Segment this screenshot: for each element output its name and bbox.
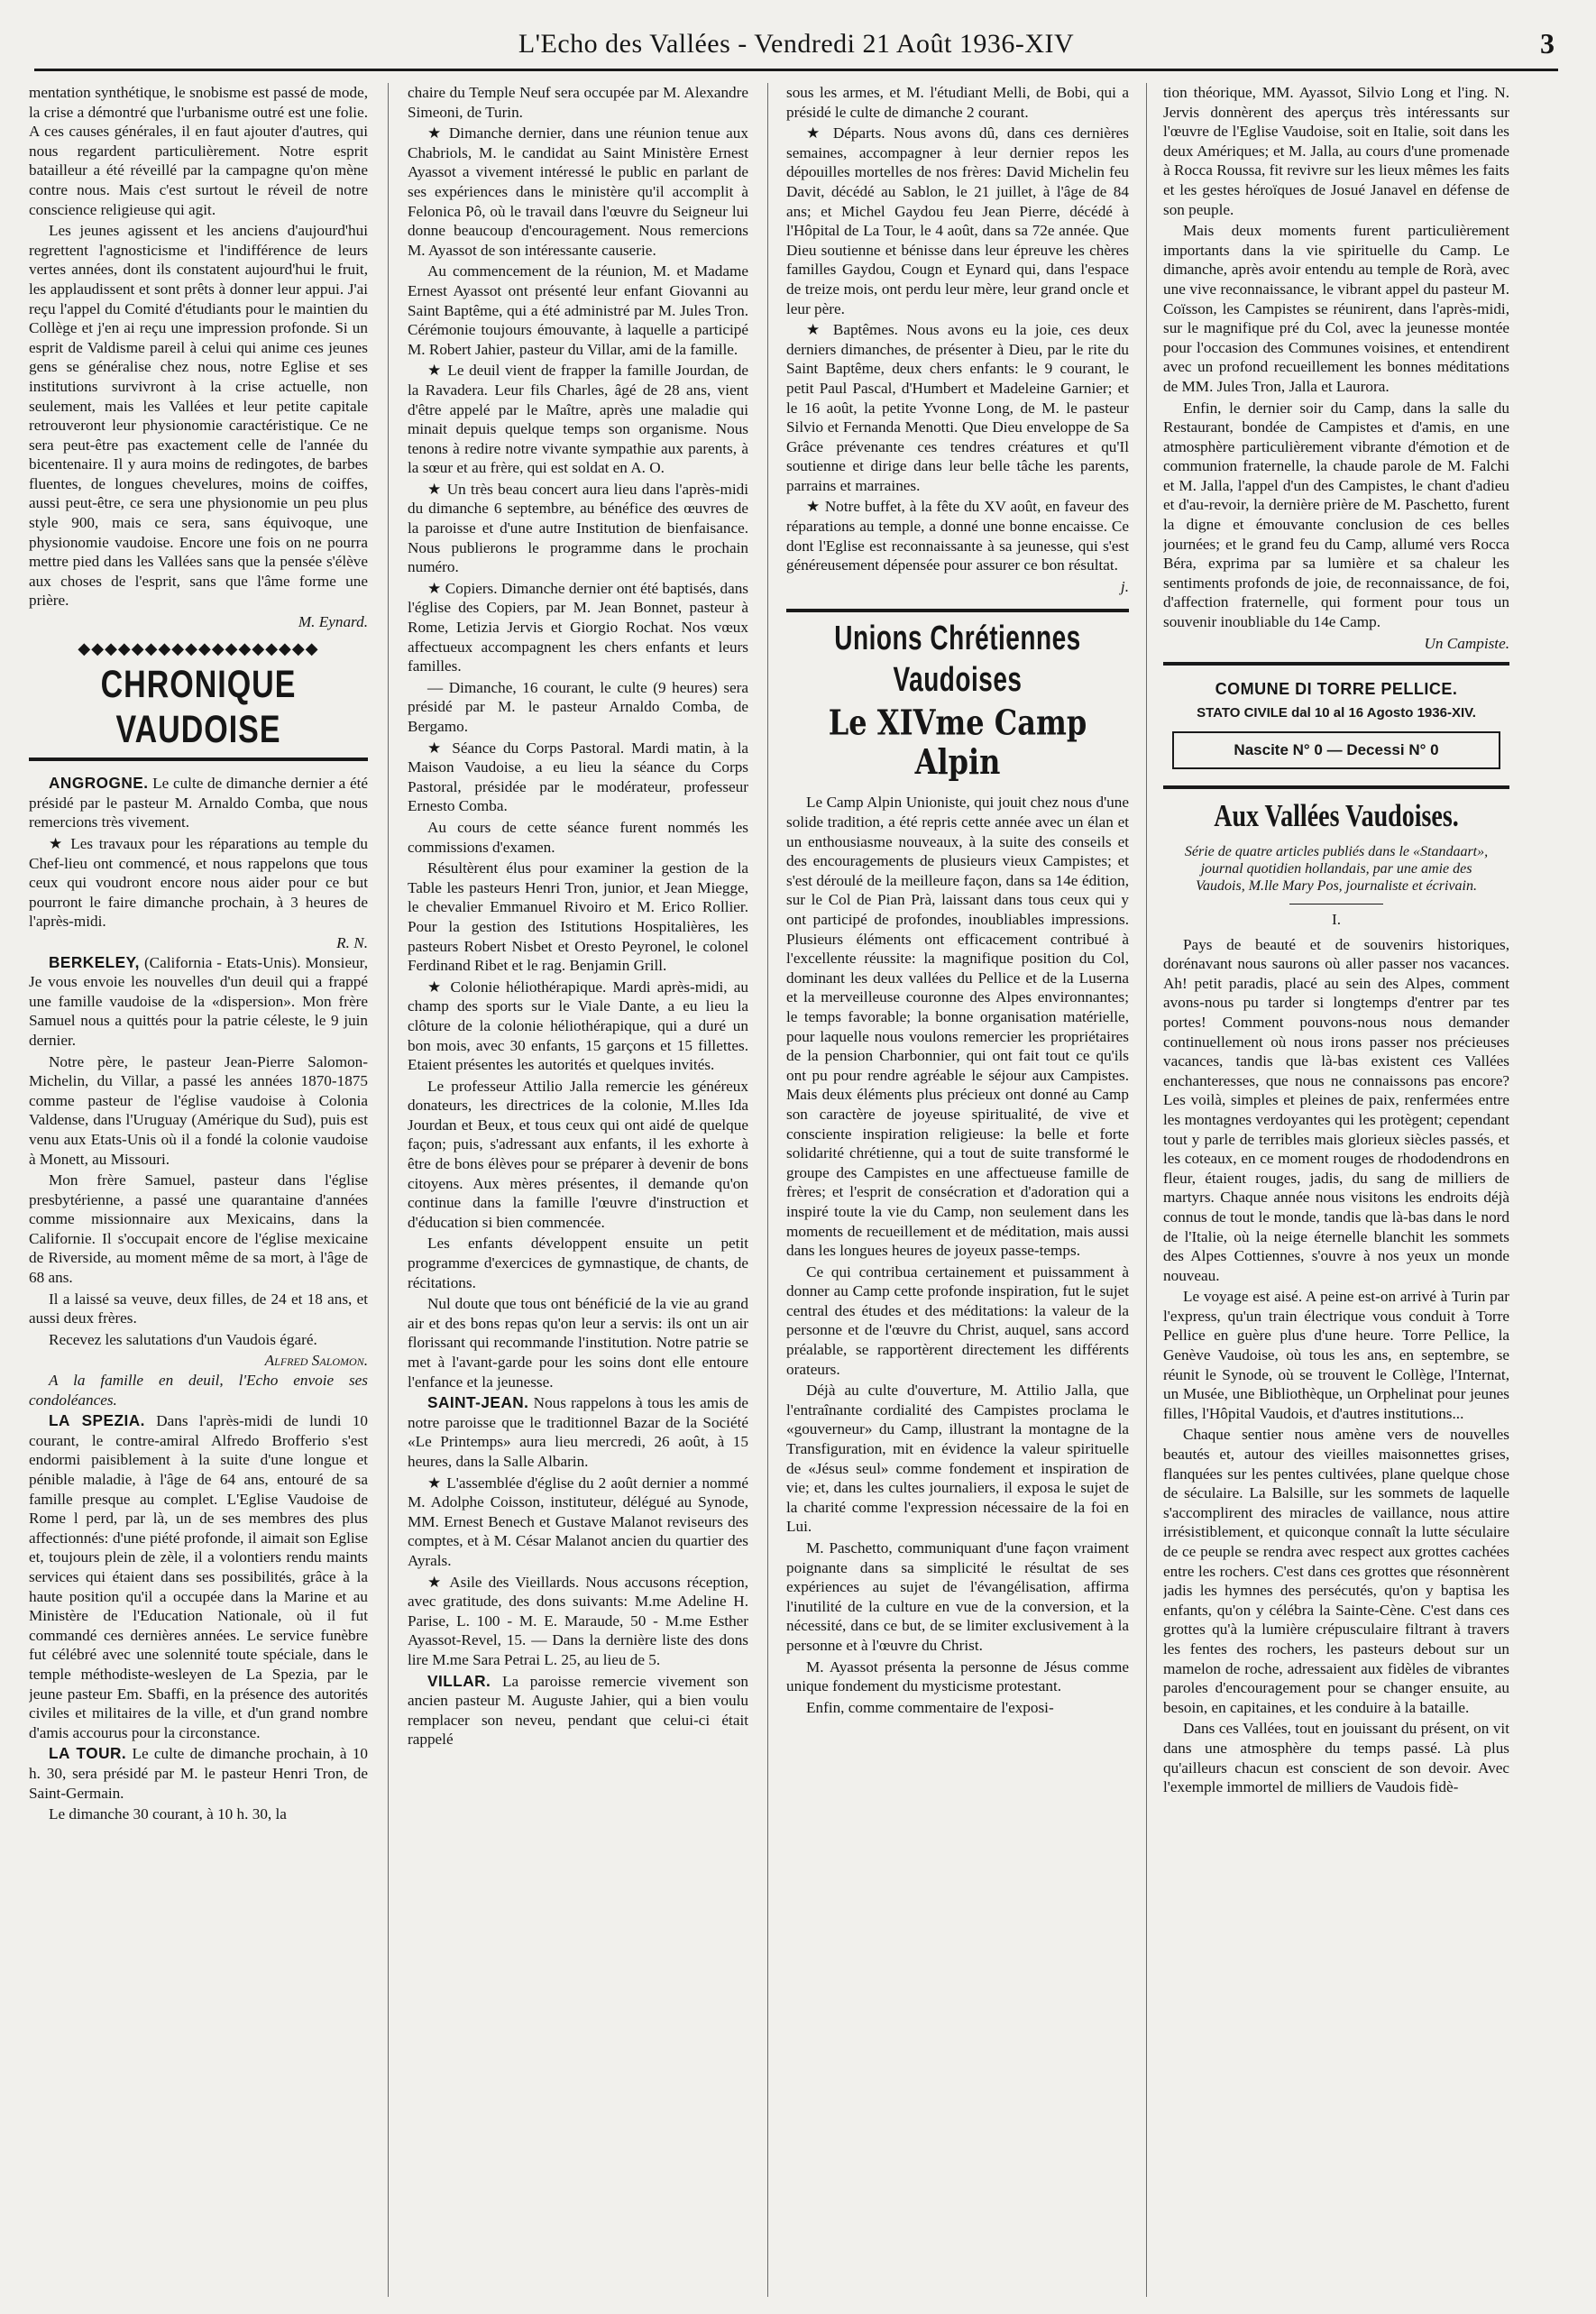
paragraph: Le professeur Attilio Jalla remercie les généreux donateurs, les directrices de la colonie, M.lles Ida Jourdan et Beux, et tous ceux qui ont aidé de quelque façon; puis, s'adressant aux enfants, il les exhorte à être de bons élèves pour se préparer à devenir de bons citoyens. Aux mères présentes, il demande qu'on continue dans la famille l'œuvre d'instruction et d'éducation si bien commencée. [408, 1077, 748, 1231]
paragraph: Enfin, le dernier soir du Camp, dans la salle du Restaurant, bondée de Campistes et d'amis, en une atmosphère particulièrement vibrante d'émotion et de communion fraternelle, la chaude parole de M. Falchi et M. Jalla, l'appel d'un des Campistes, le chant d'adieu et d'au-revoir, la dernière prière de M. Paschetto, furent la digne et émouvante conclusion de ces belles journées; et le grand feu du Camp, allumé vers Rocca Béra, exprima par sa lumière et sa chaleur les sentiments profonds de joie, de reconnaissance, de foi, d'affection fraternelle, qui forment pour tous un souvenir inoubliable du 14e Camp. [1163, 399, 1509, 631]
page-header [34, 25, 1558, 71]
signature: j. [1120, 577, 1129, 595]
place-name: ANGROGNE. [49, 774, 149, 793]
article-title-camp: Le XIVme Camp Alpin [828, 702, 1087, 783]
column-rule [1146, 83, 1147, 2297]
section-rule [1163, 785, 1509, 789]
page-number: 3 [1540, 27, 1555, 60]
news-text: Le culte de dimanche prochain, à 10 h. 30, sera présidé par M. le pasteur Henri Tron, de Saint-Germain. [29, 1745, 368, 1802]
place-name: BERKELEY, [49, 952, 140, 971]
news-text: La paroisse remercie vivement son ancien pasteur M. Auguste Jahier, qui a bien voulu remplacer son neveu, pendant que celui-ci était rappelé [408, 1672, 748, 1749]
paragraph: M. Paschetto, communiquant d'une façon vraiment poignante dans sa simplicité le résultat de ses expériences au sujet de l'évangélisation, affirma l'inutilité de la culture en vue de la conversion, et la nécessité, dans ce but, de se limiter exclusivement à la personne et à l'œuvre du Christ. [786, 1539, 1129, 1654]
paragraph: ★ Départs. Nous avons dû, dans ces dernières semaines, accompagner à leur dernier repos les dépouilles mortelles de nos frères: David Michelin feu Davit, décédé au Sablon, le 21 juillet, à l'âge de 84 ans; et Michel Gaydou feu Jean Pierre, décédé à l'Hôpital de La Tour, le 4 août, dans sa 72e année. Que Dieu soutienne et bénisse dans leur épreuve les chères familles Gaydou, Cougn et Eynard qui, dans l'espace de treize mois, ont perdu leur mère, leur grand oncle et leur père. [786, 124, 1129, 317]
paragraph: Ce qui contribua certainement et puissamment à donner au Camp cette profonde inspiration, fut le sujet central des études et des méditations: la valeur de la personne et de l'œuvre du Christ, auquel, sans accord préalable, se rapportèrent directement les différents orateurs. [786, 1263, 1129, 1378]
place-name: LA TOUR. [49, 1744, 127, 1763]
news-text: Dans l'après-midi de lundi 10 courant, le contre-amiral Alfredo Brofferio s'est endormi paisiblement à la suite d'une longue et pénible maladie, à l'âge de 64 ans, entouré de sa famille presque au complet. L'Eglise Vaudoise de Rome l perd, par là, un de ses membres des plus affectionnés: d'une piété profonde, il aimait son Eglise et, toujours plein de zèle, il a volontiers rendu maints services qui étaient dans ses possibilités, grâce à la haute position qu'il a occupée dans la Marine et au Ministère de l'Education Nationale, où il fut commandé ces dernières années. Le service funèbre fut célébré avec une solennité toute spéciale, dans le temple méthodiste-wesleyen de La Spezia, par le jeune pasteur Em. Sbaffi, en la présence des autorités civiles et militaires de la ville, et d'un grand nombre d'amis accourus pour la circonstance. [29, 1412, 368, 1741]
column-3 [786, 83, 1129, 2297]
heading-rule [29, 758, 368, 761]
signature: R. N. [336, 933, 368, 951]
column-2 [408, 83, 748, 2297]
paragraph: Au cours de cette séance furent nommés les commissions d'examen. [408, 818, 748, 856]
paragraph: Les enfants développent ensuite un petit programme d'exercices de gymnastique, de chants, de récitations. [408, 1235, 748, 1291]
paragraph: Chaque sentier nous amène vers de nouvelles beautés et, autour des vieilles maisonnettes grises, flanquées sur les pentes cultivées, plane quelque chose de séculaire. La Balsille, sur les sommets de laquelle s'accomplirent des miracles de vaillance, nous attire irrésistiblement, et quiconque connaît la lutte séculaire de ce peuple se rendra avec respect aux grottes cachées entre les rochers. C'est dans ces grottes que résonnèrent jadis les hymnes des persécutés, qu'on y baptisa les enfants, qu'on y célébra la Sainte-Cène. C'est dans ces grottes qu'à la lumière crépusculaire filtrant à travers les fentes des rochers, les pasteurs debout sur un mamelon de roche, adressaient aux fidèles de vibrantes paroles d'encouragement pour se changer ensuite, au besoin, en capitaines, et les conduire à la bataille. [1163, 1426, 1509, 1716]
news-text: (California - Etats-Unis). Monsieur, Je vous envoie les nouvelles d'un deuil qui a frappé une famille vaudoise de la «dispersion». Mon frère Samuel nous a quittés pour la patrie céleste, le 9 juin dernier. [29, 953, 368, 1049]
paragraph: sous les armes, et M. l'étudiant Melli, de Bobi, qui a présidé le culte de dimanche 2 courant. [786, 84, 1129, 121]
paragraph: Recevez les salutations d'un Vaudois égaré. [49, 1330, 317, 1348]
paragraph: Au commencement de la réunion, M. et Madame Ernest Ayassot ont présenté leur enfant Giovanni au Saint Baptême, qui a été administré par M. Jules Tron. Cérémonie toujours émouvante, à laquelle a participé M. Robert Jahier, pasteur du Villar, ami de la famille. [408, 262, 748, 358]
news-text: Nous rappelons à tous les amis de notre paroisse que le traditionnel Bazar de la Société «Le Printemps» aura lieu mercredi, 26 août, à 15 heures, dans la Salle Albarin. [408, 1394, 748, 1470]
paragraph: A la famille en deuil, l'Echo envoie ses condoléances. [29, 1372, 368, 1409]
paragraph: ★ Un très beau concert aura lieu dans l'après-midi du dimanche 6 septembre, au bénéfice des œuvres de la paroisse et d'une autre Institution de bienfaisance. Nous publierons le programme dans le prochain numéro. [408, 480, 748, 576]
article-title-aux-vallees: Aux Vallées Vaudoises. [1214, 799, 1459, 834]
part-number: I. [1331, 911, 1342, 928]
section-rule [786, 609, 1129, 612]
paragraph: Pays de beauté et de souvenirs historiques, dorénavant nous saurons où aller passer nos vacances. Ah! petit paradis, placé au sein des Alpes, comment avons-nous pu tarder si longtemps d'entrer par tes portes! Comment pouvons-nous nous demander continuellement où nous irons passer nos précieuses vacances, tandis que là-bas existent ces Vallées enchanteresses, que nous ne connaissons pas encore? Les voilà, simples et pleines de paix, renfermées entre les montagnes verdoyantes qui les protègent; cependant tout y parle de terribles mais glorieux siècles passés, et les coteaux, en ce moment rouges de rhododendrons en fleur, étaient rouges, jadis, du sang de milliers de martyrs. Chaque année nous visitons les endroits déjà connus de tout le monde, tandis que là-bas dans le nord de l'Italie, où la neige éternelle blanchit les sommets des Alpes Cottiennes, s'ouvre à nos yeux un monde nouveau. [1163, 935, 1509, 1284]
ornament-divider: ◆◆◆◆◆◆◆◆◆◆◆◆◆◆◆◆◆◆ [78, 638, 319, 657]
civil-registry-heading: COMUNE DI TORRE PELLICE. [1215, 680, 1458, 699]
place-name: LA SPEZIA. [49, 1411, 145, 1430]
signature: M. Eynard. [298, 613, 368, 631]
paragraph: Résultèrent élus pour examiner la gestion de la Table les pasteurs Henri Tron, junior, et Jean Miegge, le chevalier Emmanuel Rivoiro et M. Erico Rollier. Pour la gestion des Istitutions Hospitalières, les pasteurs Robert Nisbet et Oresto Peyronel, le colonel Ferdinand Ribet et le rag. Benjamin Grill. [408, 859, 748, 975]
civil-registry-subheading: STATO CIVILE dal 10 al 16 Agosto 1936-XIV. [1197, 704, 1476, 721]
paragraph: ★ Colonie héliothérapique. Mardi après-midi, au champ des sports sur le Viale Dante, a eu lieu la clôture de la colonie héliothérapique, qui a duré un bon mois, avec 30 enfants, 15 garçons et 15 fillettes. Etaient présentes les autorités et quelques invités. [408, 978, 748, 1074]
column-rule [388, 83, 389, 2297]
paragraph: Il a laissé sa veuve, deux filles, de 24 et 18 ans, et aussi deux frères. [29, 1290, 368, 1327]
paragraph: Dans ces Vallées, tout en jouissant du présent, on vit dans une atmosphère du temps passé. Là plus qu'ailleurs chacun est conscient de son devoir. Avec l'exemple immortel de milliers de Vaudois fidè- [1163, 1720, 1509, 1796]
births-deaths-box: Nascite N° 0 — Decessi N° 0 [1172, 731, 1500, 769]
paragraph: Le Camp Alpin Unioniste, qui jouit chez nous d'une solide tradition, a été repris cette année avec un élan et un enthousiasme nouveaux, à la suite des conseils et des encouragements de plusieurs vieux Campistes; et s'est déroulé de la meilleure façon, dans sa 14e édition, sur le Col de Pian Prà, laissant dans tous ceux qui y ont participé de profondes, inoubliables impressions. Plusieurs éléments ont efficacement contribué à l'excellente réussite: la magnifique position du Col, dominant les deux vallées du Pellice et de la Luserna et la merveilleuse couronne des Alpes environnantes; le temps favorable; la bonne organisation matérielle, pour laquelle nous voulons remercier les propriétaires de la pension Charbonnier, qui ont fait tout ce qu'ils ont pu pour rendre agréable le séjour aux Campistes. Mais deux éléments plus précieux ont donné au Camp son caractère de joyeuse spiritualité, de vive et consciente inspiration religieuse: la belle et forte solidarité chrétienne, qui a tout de suite transformé le groupe des Campistes en une affectueuse famille de frères; et l'esprit de consécration et d'adoration qui a inspiré toute la vie du Camp, non seulement dans les moments de recueillement et de méditation, mais aussi dans les longues heures de joyeux passe-temps. [786, 794, 1129, 1260]
paragraph: chaire du Temple Neuf sera occupée par M. Alexandre Simeoni, de Turin. [408, 84, 748, 121]
paragraph: tion théorique, MM. Ayassot, Silvio Long et l'ing. N. Jervis donnèrent des aperçus très intéressants sur l'œuvre de l'Eglise Vaudoise, soit en Italie, soit dans les deux Amériques; et M. Jalla, au cours d'une promenade à Rocca Roussa, fit revivre sur les lieux mêmes les faits et les gestes héroïques de Josué Janavel en défense de son peuple. [1163, 84, 1509, 218]
column-4 [1163, 83, 1509, 2297]
article-subtitle: Série de quatre articles publiés dans le «Standaart», journal quotidien hollandais, par une amie des Vaudois, M.lle Mary Pos, journaliste et écrivain. [1184, 844, 1489, 894]
paragraph: Les jeunes agissent et les anciens d'aujourd'hui regrettent l'agnosticisme et l'indifférence de leurs vertes années, dont ils constatent aujourd'hui le fruit, les applaudissent et sont prêts à donner leur appui. J'ai reçu l'appel du Comité d'étudiants pour le maintien du Collège et j'en ai reçu une impression profonde. Si un esprit de Valdisme pareil à celui qui anime ces jeunes gens se généralise chez nous, notre Eglise et ses institutions survivront à la crise actuelle, non seulement, mais les Vallées et leur petite capitale retrouveront leur physionomie caractéristique. Ce ne sera peut-être pas exactement celle de l'année du bicentenaire. Il y aura moins de redingotes, de barbes fluentes, de longues chevelures, moins de coiffes, aussi peut-être, ce sera une physionomie un peu plus style 900, mais ce sera, sans équivoque, une physionomie vaudoise. Encore une fois on ne pourra mettre pied dans les Vallées sans que la pensée s'élève aux choses de l'esprit, sans que l'âme forme une prière. [29, 222, 368, 610]
section-heading-chronique: CHRONIQUE VAUDOISE [100, 663, 297, 751]
paragraph: ★ Séance du Corps Pastoral. Mardi matin, à la Maison Vaudoise, a eu lieu la séance du Corps Pastoral, présidée par le modérateur, professeur Ernesto Comba. [408, 739, 748, 815]
newspaper-title: L'Echo des Vallées - Vendredi 21 Août 1936-XIV [518, 29, 1075, 59]
paragraph: Déjà au culte d'ouverture, M. Attilio Jalla, que l'entraînante cordialité des Campistes proclama le «gouverneur» du Camp, illustrant la montagne de la Transfiguration, mit en évidence la valeur spirituelle de «Jésus seul» comme fondement et inspiration de vie; et, dans les cultes journaliers, il exposa le sujet de la charité comme l'expression nécessaire de la foi en Lui. [786, 1382, 1129, 1536]
paragraph: M. Ayassot présenta la personne de Jésus comme unique fondement du mysticisme protestant. [786, 1657, 1129, 1695]
paragraph: Notre père, le pasteur Jean-Pierre Salomon-Michelin, du Villar, a passé les années 1870-1875 comme pasteur de l'église vaudoise à Colonia Valdense, dans l'Uruguay (Amérique du Sud), puis est venu aux Etats-Unis où il a fondé la colonie vaudoise à Monett, au Missouri. [29, 1052, 368, 1168]
paragraph: Enfin, comme commentaire de l'exposi- [806, 1698, 1054, 1716]
paragraph: Nul doute que tous ont bénéficié de la vie au grand air et des bons repas qu'on leur a servis: ils ont un air florissant qui recommande l'institution. Notre patrie se met à l'avant-garde pour les soins dont elle entoure l'enfance et la jeunesse. [408, 1295, 748, 1391]
column-rule [767, 83, 768, 2297]
paragraph: Le dimanche 30 courant, à 10 h. 30, la [49, 1805, 287, 1823]
paragraph: Mais deux moments furent particulièrement importants dans la vie spirituelle du Camp. Le dimanche, après avoir entendu au temple de Rorà, avec une vive reconnaissance, le vibrant appel du pasteur M. Coïsson, les Campistes se réunirent, dans l'après-midi, sur le magnifique pré du Col, avec la jeunesse montée pour l'occasion des Communes voisines, et entendirent avec un profond recueillement les bonnes méditations de MM. Jules Tron, Jalla et Laurora. [1163, 222, 1509, 395]
paragraph: ★ L'assemblée d'église du 2 août dernier a nommé M. Adolphe Coisson, instituteur, délégué au Synode, MM. Ernest Benech et Gustave Malanot reviseurs des comptes, et à M. César Malanot ancien du quartier des Ayrals. [408, 1474, 748, 1569]
place-name: VILLAR. [427, 1671, 491, 1690]
column-1 [29, 83, 368, 2297]
news-text: Le culte de dimanche dernier a été présidé par le pasteur M. Arnaldo Comba, que nous remercions très vivement. [29, 775, 368, 831]
paragraph: ★ Le deuil vient de frapper la famille Jourdan, de la Ravadera. Leur fils Charles, âgé de 28 ans, vient d'être appelé par le Maître, après une maladie qui minait depuis quelque temps son organisme. Nous tenons à redire notre vivante sympathie aux parents, à la sœur et au frère, qui est soldat en A. O. [408, 362, 748, 477]
signature: Un Campiste. [1424, 634, 1509, 652]
paragraph: mentation synthétique, le snobisme est passé de mode, la crise a démontré que l'urbanisme outré est une folie. A ces causes générales, il en faut ajouter d'autres, qui nous regardent particulièrement. Notre esprit batailleur a été réveillé par la campagne qu'on mène contre nous. Mais c'est surtout le réveil de notre conscience religieuse qui agit. [29, 84, 368, 218]
paragraph: Mon frère Samuel, pasteur dans l'église presbytérienne, a passé une quarantaine d'années comme missionnaire aux Mexicains, dans la Californie. Il s'occupait encore de l'église mexicaine de Riverside, au moment même de sa mort, à l'âge de 68 ans. [29, 1171, 368, 1287]
paragraph: ★ Notre buffet, à la fête du XV août, en faveur des réparations au temple, a donné une bonne encaisse. Ce dont l'Eglise est reconnaissante à sa jeunesse, qui s'est généreusement dépensée pour assurer ce bon résultat. [786, 498, 1129, 574]
place-name: SAINT-JEAN. [427, 1393, 529, 1412]
paragraph: ★ Dimanche dernier, dans une réunion tenue aux Chabriols, M. le candidat au Saint Ministère Ernest Ayassot a vivement intéressé le public en parlant de ses expériences dans le ministère qu'il accomplit à Felonica Pô, où le travail dans l'œuvre du Seigneur lui donne beaucoup d'encouragement. Nous remercions M. Ayassot de son intéressante causerie. [408, 124, 748, 259]
paragraph: — Dimanche, 16 courant, le culte (9 heures) sera présidé par M. le pasteur Arnaldo Comba, de Bergamo. [408, 678, 748, 735]
section-rule [1163, 662, 1509, 666]
signature: Alfred Salomon. [264, 1352, 368, 1370]
paragraph: ★ Baptêmes. Nous avons eu la joie, ces deux derniers dimanches, de présenter à Dieu, par le rite du Saint Baptême, deux chers enfants: le 9 courant, le petit Paul Pascal, d'Humbert et Madeleine Garnier; et le 16 août, la petite Yvonne Long, de M. le pasteur Silvio et Fernanda Menotti. Que Dieu enveloppe de Sa Grâce prévenante ces tendres créatures et qu'Il soutienne et dirige dans leur belle tâche les parents, parrains et marraines. [786, 321, 1129, 494]
section-heading-unions: Unions Chrétiennes Vaudoises [834, 619, 1081, 699]
paragraph: ★ Copiers. Dimanche dernier ont été baptisés, dans l'église des Copiers, par M. Jean Bonnet, pasteur à Rome, Letizia Jervis et Giorgio Rochat. Nos vœux affectueux accompagnent les chers enfants et leurs familles. [408, 579, 748, 675]
paragraph: Le voyage est aisé. A peine est-on arrivé à Turin par l'express, qu'un train électrique vous conduit à Torre Pellice en guère plus d'une heure. Torre Pellice, la Genève Vaudoise, où tous les ans, en septembre, se réunit le Synode, où se trouvent le Collège, l'Internat, un Musée, une Bibliothèque, un Orphelinat pour jeunes filles, l'Hôpital Vaudois, et d'autres institutions... [1163, 1288, 1509, 1422]
paragraph: ★ Asile des Vieillards. Nous accusons réception, avec gratitude, des dons suivants: M.me Adeline H. Parise, L. 100 - M. E. Maraude, 50 - M.me Esther Ayassot-Revel, 15. — Dans la dernière liste des dons lire M.me Sara Petrai L. 25, au lieu de 5. [408, 1573, 748, 1668]
paragraph: ★ Les travaux pour les réparations au temple du Chef-lieu ont commencé, et nous rappelons que tous ceux qui voudront encore nous aider pour ce but pourront le faire dimanche prochain, à 3 heures de l'après-midi. [29, 835, 368, 931]
